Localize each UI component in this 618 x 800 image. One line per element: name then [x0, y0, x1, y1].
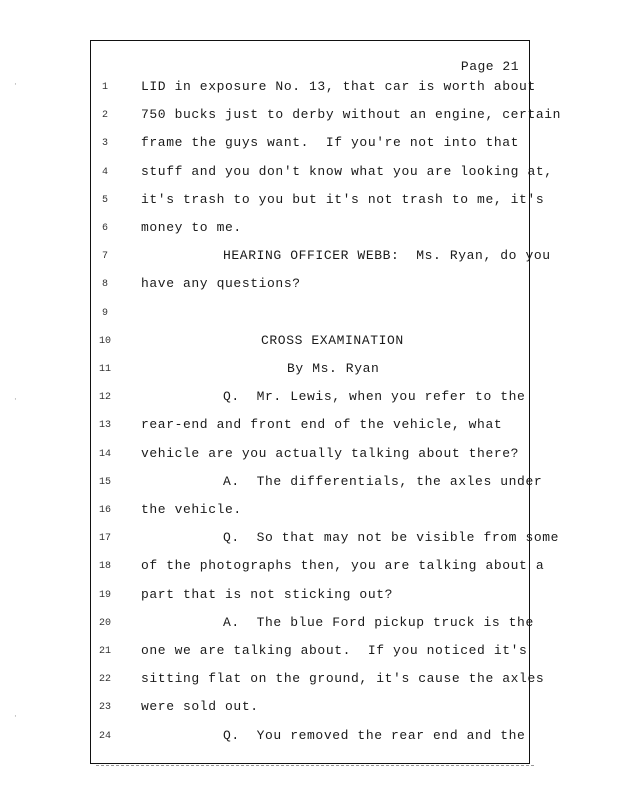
transcript-line	[91, 135, 531, 157]
line-number: 11	[98, 364, 111, 375]
line-number: 19	[98, 589, 111, 601]
line-number: 10	[98, 335, 111, 347]
line-text: of the photographs then, you are talking about a	[141, 558, 545, 574]
line-text: Q. So that may not be visible from some	[223, 530, 560, 546]
line-text: 750 bucks just to derby without an engine, certain	[141, 107, 562, 123]
line-number: 4	[101, 166, 108, 178]
line-text: By Ms. Ryan	[287, 361, 380, 376]
line-text: money to me.	[141, 220, 242, 235]
line-number: 16	[98, 505, 111, 516]
line-text: LID in exposure No. 13, that car is worth about	[141, 79, 536, 94]
transcript-line	[91, 107, 562, 129]
transcript-line	[91, 361, 531, 383]
line-number: 2	[101, 110, 108, 122]
line-number: 20	[98, 617, 111, 629]
transcript-page	[90, 40, 562, 764]
line-text: one we are talking about. If you noticed it's	[141, 643, 528, 658]
line-number: 18	[98, 561, 111, 573]
line-text: it's trash to you but it's not trash to me, it's	[141, 191, 545, 207]
line-text: A. The blue Ford pickup truck is the	[223, 614, 534, 630]
line-text: have any questions?	[141, 276, 301, 292]
line-number: 17	[98, 533, 111, 545]
line-number: 23	[98, 702, 111, 714]
line-number: 14	[98, 448, 111, 460]
transcript-line	[91, 699, 531, 721]
line-number: 21	[98, 646, 111, 657]
line-text: rear-end and front end of the vehicle, what	[141, 417, 503, 433]
transcript-line	[91, 558, 545, 580]
line-text: frame the guys want. If you're not into that	[141, 135, 520, 151]
transcript-line	[91, 79, 536, 101]
line-text: vehicle are you actually talking about there?	[141, 445, 520, 461]
transcript-line	[91, 191, 545, 214]
transcript-line	[91, 446, 531, 468]
line-number: 8	[101, 279, 108, 291]
transcript-line	[91, 417, 531, 439]
transcript-line	[91, 276, 531, 298]
line-text: part that is not sticking out?	[141, 586, 394, 602]
transcript-line	[91, 389, 531, 411]
line-text: stuff and you don't know what you are looking at,	[141, 163, 553, 179]
transcript-line	[91, 671, 545, 693]
line-number: 1	[101, 82, 108, 93]
transcript-line	[91, 333, 531, 355]
transcript-line	[91, 305, 531, 327]
transcript-line	[91, 163, 553, 186]
line-text: Q. You removed the rear end and the	[223, 727, 526, 743]
transcript-line	[91, 728, 531, 750]
line-number: 15	[98, 476, 111, 488]
line-number: 6	[101, 223, 108, 234]
line-text: A. The differentials, the axles under	[223, 473, 543, 489]
transcript-line	[91, 587, 531, 609]
transcript-line	[91, 473, 543, 496]
line-text: Q. Mr. Lewis, when you refer to the	[223, 389, 526, 405]
line-text: were sold out.	[141, 699, 259, 715]
page-bottom-edge	[96, 762, 534, 766]
line-text: CROSS EXAMINATION	[261, 332, 404, 348]
margin-speck: ·	[14, 395, 17, 405]
transcript-line	[91, 220, 531, 242]
line-text: sitting flat on the ground, it's cause the axles	[141, 671, 545, 687]
line-number: 9	[101, 307, 108, 319]
line-number: 13	[98, 420, 111, 432]
line-number: 3	[101, 138, 108, 150]
transcript-line	[91, 614, 534, 637]
transcript-line	[91, 502, 531, 524]
transcript-line	[91, 248, 551, 270]
line-number: 5	[101, 194, 108, 206]
margin-speck: ·	[14, 80, 17, 90]
page-number: Page 21	[460, 59, 519, 74]
line-text: HEARING OFFICER WEBB: Ms. Ryan, do you	[223, 248, 551, 264]
margin-speck: ·	[14, 712, 17, 722]
transcript-line	[91, 643, 531, 665]
line-text: the vehicle.	[141, 502, 242, 517]
line-number: 24	[98, 730, 111, 742]
transcript-line	[91, 530, 560, 552]
line-number: 12	[98, 392, 111, 404]
line-number: 22	[98, 674, 111, 686]
line-number: 7	[101, 251, 108, 263]
